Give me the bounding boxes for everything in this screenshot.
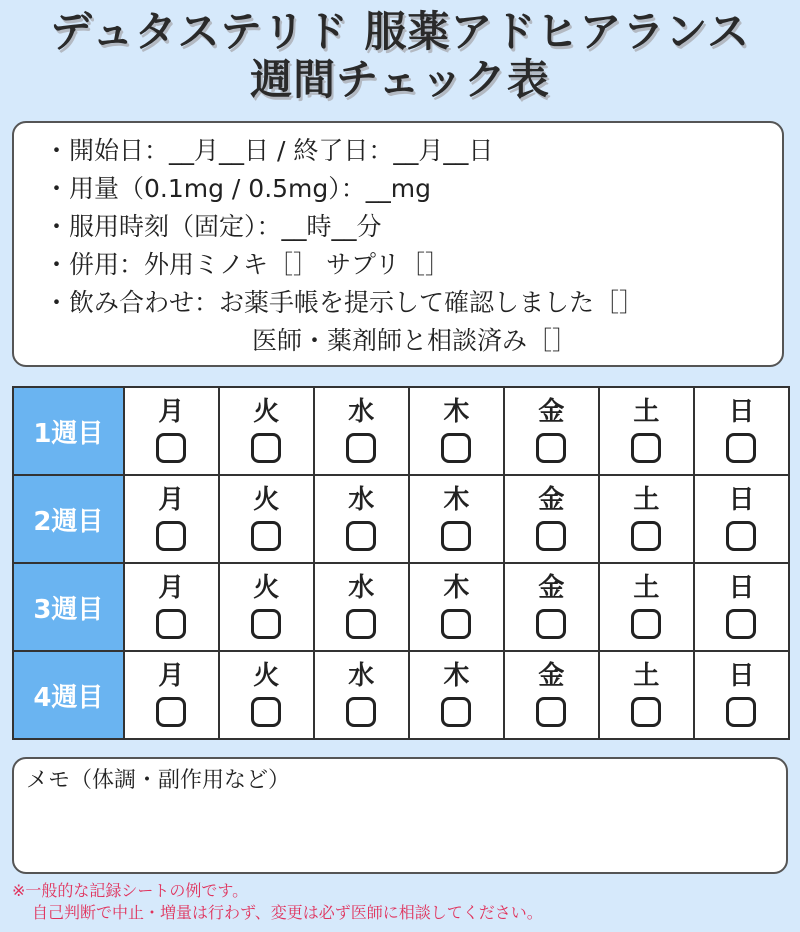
- day-label: 水: [348, 661, 375, 691]
- check-box[interactable]: [726, 697, 756, 727]
- week-label: 4週目: [13, 651, 124, 739]
- week-label: 1週目: [13, 387, 124, 475]
- day-cell: [694, 387, 789, 475]
- week-row: [13, 387, 789, 475]
- day-label: 火: [253, 485, 280, 515]
- day-cell: [504, 387, 599, 475]
- check-box[interactable]: [631, 433, 661, 463]
- day-cell: [409, 475, 504, 563]
- day-cell: [409, 387, 504, 475]
- day-label: 金: [538, 661, 565, 691]
- check-box[interactable]: [346, 697, 376, 727]
- note-line-1: ※一般的な記録シートの例です。: [12, 881, 249, 900]
- day-cell: [504, 475, 599, 563]
- day-cell: [124, 387, 219, 475]
- check-box[interactable]: [156, 433, 186, 463]
- day-label: 木: [443, 573, 470, 603]
- check-box[interactable]: [251, 609, 281, 639]
- info-box: [12, 121, 784, 367]
- title-line-2: 週間チェック表: [250, 55, 550, 104]
- day-cell: [219, 563, 314, 651]
- day-label: 金: [538, 397, 565, 427]
- week-row: [13, 475, 789, 563]
- check-box[interactable]: [156, 697, 186, 727]
- day-label: 火: [253, 397, 280, 427]
- check-box[interactable]: [441, 697, 471, 727]
- day-label: 日: [728, 661, 755, 691]
- check-box[interactable]: [251, 697, 281, 727]
- info-dose[interactable]: ・用量（0.1mg / 0.5mg）：__mg: [44, 174, 432, 203]
- day-label: 金: [538, 573, 565, 603]
- check-box[interactable]: [536, 433, 566, 463]
- day-cell: [124, 475, 219, 563]
- check-box[interactable]: [631, 609, 661, 639]
- weekly-check-table: [12, 386, 790, 740]
- day-cell: [219, 475, 314, 563]
- info-consulted[interactable]: 医師・薬剤師と相談済み［］: [252, 326, 578, 355]
- day-label: 木: [443, 661, 470, 691]
- day-label: 火: [253, 573, 280, 603]
- day-label: 土: [633, 397, 660, 427]
- day-label: 月: [158, 397, 185, 427]
- day-cell: [124, 651, 219, 739]
- check-box[interactable]: [251, 433, 281, 463]
- info-dates[interactable]: ・開始日：__月__日 / 終了日：__月__日: [44, 136, 494, 165]
- page-title: [0, 8, 800, 104]
- day-cell: [219, 651, 314, 739]
- day-cell: [504, 651, 599, 739]
- day-label: 水: [348, 397, 375, 427]
- day-label: 金: [538, 485, 565, 515]
- day-cell: [314, 563, 409, 651]
- day-label: 水: [348, 573, 375, 603]
- memo-label: メモ（体調・副作用など）: [26, 768, 291, 793]
- check-box[interactable]: [441, 609, 471, 639]
- info-interaction-check[interactable]: ・飲み合わせ：お薬手帳を提示して確認しました［］: [44, 288, 645, 317]
- day-cell: [599, 387, 694, 475]
- day-cell: [219, 387, 314, 475]
- day-cell: [694, 563, 789, 651]
- info-time[interactable]: ・服用時刻（固定）：__時__分: [44, 212, 382, 241]
- day-cell: [504, 563, 599, 651]
- check-box[interactable]: [346, 521, 376, 551]
- check-box[interactable]: [441, 521, 471, 551]
- day-cell: [599, 475, 694, 563]
- check-box[interactable]: [441, 433, 471, 463]
- check-box[interactable]: [631, 521, 661, 551]
- check-box[interactable]: [251, 521, 281, 551]
- day-cell: [694, 475, 789, 563]
- day-label: 土: [633, 573, 660, 603]
- day-label: 土: [633, 661, 660, 691]
- check-box[interactable]: [726, 521, 756, 551]
- day-label: 木: [443, 485, 470, 515]
- day-cell: [694, 651, 789, 739]
- memo-box[interactable]: [12, 757, 788, 874]
- day-cell: [314, 387, 409, 475]
- day-cell: [409, 563, 504, 651]
- day-cell: [599, 563, 694, 651]
- disclaimer-note: [12, 880, 792, 924]
- week-row: [13, 651, 789, 739]
- check-box[interactable]: [726, 609, 756, 639]
- week-label: 3週目: [13, 563, 124, 651]
- day-label: 月: [158, 661, 185, 691]
- day-label: 月: [158, 485, 185, 515]
- day-cell: [314, 651, 409, 739]
- day-label: 月: [158, 573, 185, 603]
- day-cell: [409, 651, 504, 739]
- day-label: 日: [728, 397, 755, 427]
- check-box[interactable]: [156, 609, 186, 639]
- check-box[interactable]: [346, 609, 376, 639]
- note-line-2: 自己判断で中止・増量は行わず、変更は必ず医師に相談してください。: [32, 903, 543, 922]
- day-cell: [314, 475, 409, 563]
- check-box[interactable]: [346, 433, 376, 463]
- day-label: 木: [443, 397, 470, 427]
- day-label: 日: [728, 485, 755, 515]
- check-box[interactable]: [631, 697, 661, 727]
- day-label: 水: [348, 485, 375, 515]
- day-cell: [124, 563, 219, 651]
- day-label: 火: [253, 661, 280, 691]
- check-box[interactable]: [536, 697, 566, 727]
- title-line-1: デュタステリド 服薬アドヒアランス: [49, 7, 751, 56]
- check-box[interactable]: [536, 609, 566, 639]
- week-label: 2週目: [13, 475, 124, 563]
- day-cell: [599, 651, 694, 739]
- day-label: 土: [633, 485, 660, 515]
- info-concomitant[interactable]: ・併用：外用ミノキ［］ サプリ［］: [44, 250, 450, 279]
- day-label: 日: [728, 573, 755, 603]
- week-row: [13, 563, 789, 651]
- check-box[interactable]: [156, 521, 186, 551]
- check-box[interactable]: [726, 433, 756, 463]
- check-box[interactable]: [536, 521, 566, 551]
